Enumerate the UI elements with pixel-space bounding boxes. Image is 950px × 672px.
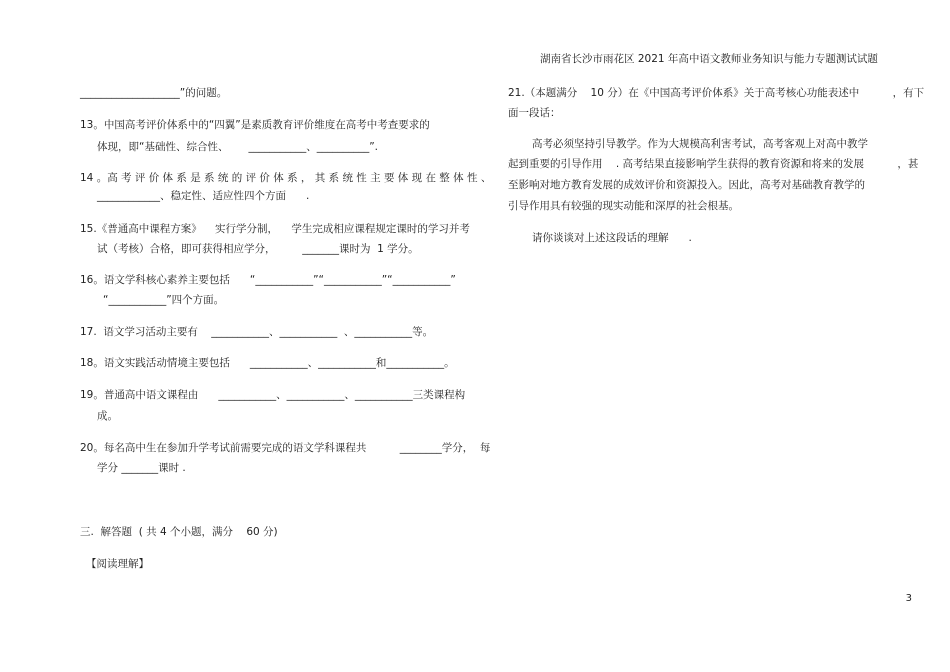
section-3-heading: 三. 解答题 ( 共 4 个小题，满分 60 分)	[80, 526, 278, 538]
question-20-line-2: 学分 _______课时 .	[97, 462, 186, 474]
question-12-tail: ___________________”的问题。	[80, 87, 228, 99]
question-16-line-1: 16。语文学科核心素养主要包括 “___________”“___________”“___________”	[80, 274, 456, 286]
question-14-line-1: 14 。高 考 评 价 体 系 是 系 统 的 评 价 体 系 ， 其 系 统 性 主 要 体 现 在 整 体 性 、	[80, 172, 492, 184]
question-20-line-1: 20。每名高中生在参加升学考试前需要完成的语文学科课程共 ________学分， 每	[80, 442, 491, 454]
question-13-line-2: 体现，即“基础性、综合性、 ___________、__________”.	[97, 141, 378, 153]
passage-line-1: 高考必须坚持引导教学。作为大规模高利害考试，高考客观上对高中教学	[532, 138, 868, 150]
page-number: 3	[905, 593, 912, 604]
question-15-line-1: 15.《普通高中课程方案》 实行学分制， 学生完成相应课程规定课时的学习并考	[80, 223, 470, 235]
question-17: 17. 语文学习活动主要有 ___________、___________ 、___________等。	[80, 326, 434, 338]
passage-line-4: 引导作用具有较强的现实动能和深厚的社会根基。	[508, 200, 739, 212]
question-19-line-2: 成。	[97, 410, 118, 422]
page-header: 湖南省长沙市雨花区 2021 年高中语文教师业务知识与能力专题测试试题	[540, 53, 878, 65]
question-21-line-2: 面一段话：	[508, 107, 561, 119]
question-21-line-1: 21.（本题满分 10 分）在《中国高考评价体系》关于高考核心功能表述中 ，有下	[508, 87, 925, 99]
reading-comprehension-label: 【阅读理解】	[86, 558, 149, 570]
question-14-line-2: ____________、稳定性、适应性四个方面 .	[97, 190, 310, 202]
question-15-line-2: 试（考核）合格，即可获得相应学分， _______课时为 1 学分。	[97, 243, 419, 255]
question-18: 18。语文实践活动情境主要包括 ___________、___________和___________。	[80, 357, 455, 369]
question-13-line-1: 13。中国高考评价体系中的“四翼”是素质教育评价维度在高考中考查要求的	[80, 119, 430, 131]
passage-line-3: 至影响对地方教育发展的成效评价和资源投入。因此，高考对基础教育教学的	[508, 179, 865, 191]
question-16-line-2: “___________”四个方面。	[103, 294, 225, 306]
answer-prompt: 请你谈谈对上述这段话的理解 .	[532, 232, 692, 244]
question-19-line-1: 19。普通高中语文课程由 ___________、___________、___________三类课程构	[80, 389, 466, 401]
passage-line-2: 起到重要的引导作用 . 高考结果直接影响学生获得的教育资源和将来的发展 ，甚	[508, 158, 919, 170]
